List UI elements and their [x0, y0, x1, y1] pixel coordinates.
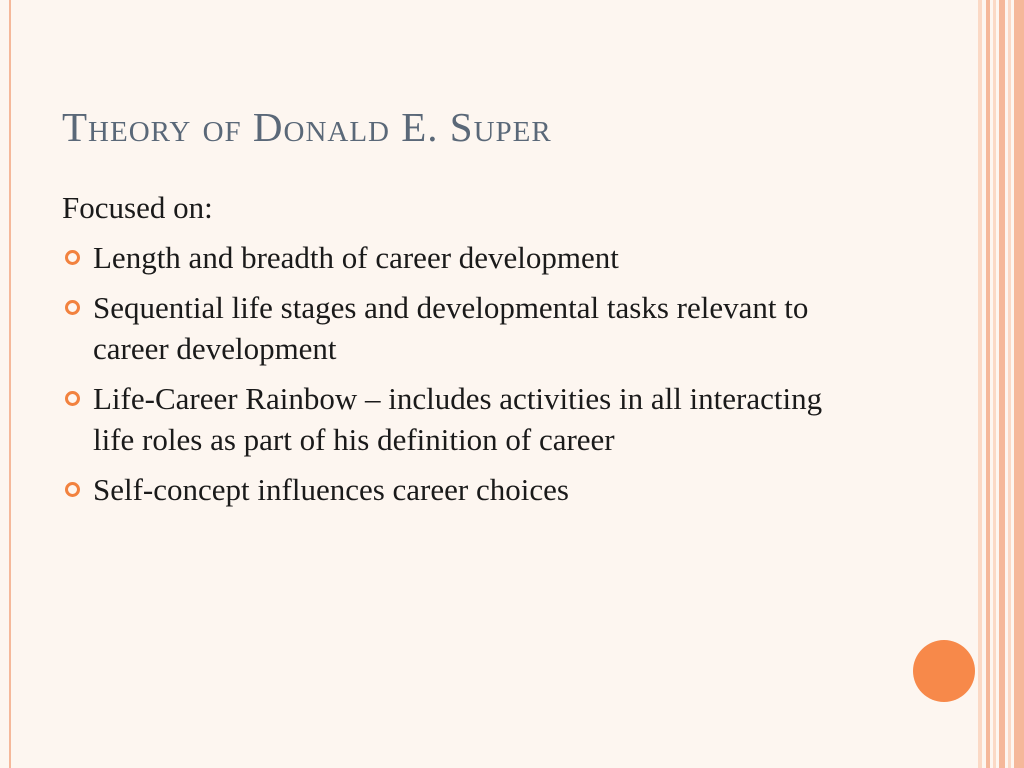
bullet-text: Sequential life stages and developmental tasks relevant to career development	[93, 290, 809, 366]
left-border-line	[9, 0, 11, 768]
bullet-text: Life-Career Rainbow – includes activities in all interacting life roles as part of his definition of career	[93, 381, 823, 457]
bullet-item	[62, 237, 862, 278]
hollow-circle-bullet-icon	[65, 482, 80, 497]
hollow-circle-bullet-icon	[65, 250, 80, 265]
right-border-stripe	[993, 0, 996, 768]
intro-text: Focused on:	[62, 190, 213, 225]
bullet-text: Self-concept influences career choices	[93, 472, 569, 507]
right-border-stripe	[999, 0, 1005, 768]
bullet-list	[62, 237, 862, 510]
bullet-item	[62, 287, 862, 369]
right-border-stripe	[986, 0, 990, 768]
bullet-text: Length and breadth of career development	[93, 240, 619, 275]
hollow-circle-bullet-icon	[65, 300, 80, 315]
right-border-stripe	[1014, 0, 1024, 768]
hollow-circle-bullet-icon	[65, 391, 80, 406]
slide-body	[62, 187, 862, 519]
bullet-item	[62, 378, 862, 460]
orange-circle-decoration	[913, 640, 975, 702]
right-border-stripe	[978, 0, 982, 768]
slide-title: Theory of Donald E. Super	[62, 104, 552, 150]
bullet-item	[62, 469, 862, 510]
right-border-stripe	[1008, 0, 1011, 768]
